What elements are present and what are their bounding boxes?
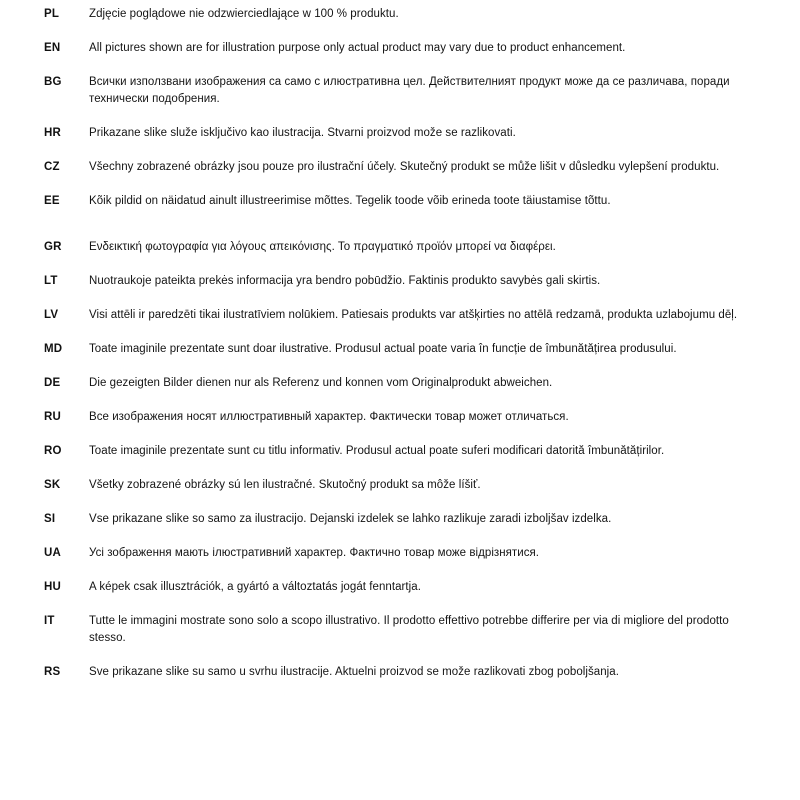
language-code: LV (44, 309, 59, 321)
disclaimer-row (44, 409, 742, 426)
disclaimer-text: Visi attēli ir paredzēti tikai ilustratīviem nolūkiem. Patiesais produkts var atšķirties no attēlā redzamā, produkta uzlabojumu dēļ. (89, 309, 738, 321)
disclaimer-row (44, 375, 742, 392)
language-code: UA (44, 547, 62, 559)
disclaimer-row (44, 341, 742, 358)
disclaimer-row (44, 193, 742, 210)
language-code: RS (44, 665, 61, 678)
language-code: HR (44, 126, 62, 139)
disclaimer-row (44, 239, 742, 256)
language-code: BG (44, 76, 62, 88)
language-code: PL (44, 8, 60, 20)
language-code: SI (44, 513, 56, 525)
disclaimer-row (44, 579, 742, 596)
disclaimer-text: Ενδεικτική φωτογραφία για λόγους απεικόνισης. Το πραγματικό προϊόν μπορεί να διαφέρει. (89, 241, 556, 253)
disclaimer-text: Zdjęcie poglądowe nie odzwierciedlające w 100 % produktu. (89, 8, 399, 20)
language-code: IT (44, 615, 55, 627)
disclaimer-row (44, 273, 742, 290)
disclaimer-text: Усі зображення мають ілюстративний характер. Фактично товар може відрізнятися. (89, 547, 540, 559)
disclaimer-row (44, 443, 742, 460)
disclaimer-text: Tutte le immagini mostrate sono solo a scopo illustrativo. Il prodotto effettivo potrebbe differire per via di migliore del prodotto stesso. (89, 615, 729, 644)
disclaimer-text: Nuotraukoje pateikta prekės informacija yra bendro pobūdžio. Faktinis produkto savybės gali skirtis. (89, 275, 601, 287)
disclaimer-row (44, 545, 742, 562)
disclaimer-text: Všetky zobrazené obrázky sú len ilustračné. Skutočný produkt sa môže líšiť. (89, 479, 481, 491)
language-code: LT (44, 275, 58, 287)
disclaimer-text: Всички използвани изображения са само с илюстративна цел. Действителният продукт може да се различава, поради технически подобрения. (89, 76, 730, 105)
disclaimer-row (44, 6, 742, 23)
language-code: EN (44, 42, 61, 54)
disclaimer-list (44, 6, 742, 680)
language-code: RU (44, 411, 62, 423)
language-code: MD (44, 343, 63, 355)
disclaimer-row (44, 307, 742, 324)
disclaimer-text: All pictures shown are for illustration purpose only actual product may vary due to product enhancement. (89, 42, 626, 54)
disclaimer-row (44, 613, 742, 646)
disclaimer-text: Vse prikazane slike so samo za ilustracijo. Dejanski izdelek se lahko razlikuje zaradi izboljšav izdelka. (89, 513, 612, 525)
disclaimer-text: Sve prikazane slike su samo u svrhu ilustracije. Aktuelni proizvod se može razlikovati zbog poboljšanja. (89, 665, 619, 678)
disclaimer-text: Die gezeigten Bilder dienen nur als Referenz und konnen vom Originalprodukt abweichen. (89, 377, 553, 389)
disclaimer-text: Kõik pildid on näidatud ainult illustreerimise mõttes. Tegelik toode võib erineda toote täiustamise tõttu. (89, 194, 611, 207)
disclaimer-text: Toate imaginile prezentate sunt doar ilustrative. Produsul actual poate varia în funcție de îmbunătățirea produsului. (89, 343, 677, 355)
disclaimer-row (44, 664, 742, 681)
language-code: GR (44, 241, 62, 253)
disclaimer-text: Všechny zobrazené obrázky jsou pouze pro ilustrační účely. Skutečný produkt se může lišit v důsledku vylepšení produktu. (89, 160, 720, 173)
disclaimer-text: Toate imaginile prezentate sunt cu titlu informativ. Produsul actual poate suferi modificari datorită îmbunătățirilor. (89, 445, 665, 457)
language-code: DE (44, 377, 61, 389)
language-code: CZ (44, 160, 60, 173)
disclaimer-row (44, 74, 742, 107)
language-code: RO (44, 445, 62, 457)
disclaimer-text: A képek csak illusztrációk, a gyártó a változtatás jogát fenntartja. (89, 581, 421, 593)
language-code: HU (44, 581, 62, 593)
disclaimer-text: Prikazane slike služe isključivo kao ilustracija. Stvarni proizvod može se razlikovati. (89, 126, 516, 139)
disclaimer-row (44, 159, 742, 176)
language-code: SK (44, 479, 61, 491)
language-code: EE (44, 194, 60, 207)
disclaimer-row (44, 40, 742, 57)
disclaimer-row (44, 125, 742, 142)
disclaimer-row (44, 477, 742, 494)
disclaimer-text: Все изображения носят иллюстративный характер. Фактически товар может отличаться. (89, 411, 569, 423)
disclaimer-row (44, 511, 742, 528)
